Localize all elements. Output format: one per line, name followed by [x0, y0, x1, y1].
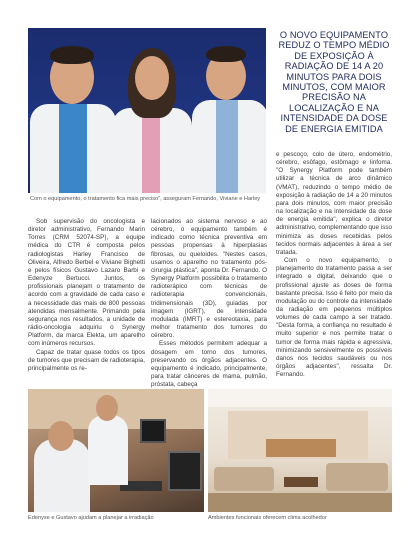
reception-desk	[266, 439, 336, 457]
right-paragraph-1: e pescoço, colo de útero, endométrio, cérebro, esôfago, estômago e linfoma. "O Synergy Platform pode também utilizar a técnica de arco dinâmico (VMAT), reduzindo o tempo médio de exposição à radiação de 14 a 20 minutos para dois minutos, com maior precisão na localização e na intensidade da dose de energia emitida", explica o diretor administrativo, complementando que isso minimiza as doses recebidas pelos tecidos normais adjacentes à área a ser tratada.	[276, 151, 392, 256]
left-paragraph-1: Sob supervisão do oncologista e diretor administrativo, Fernando Marin Torres (CRM 52074-SP), a equipe médica do CTR é composta pelos radiologistas Harley Francisco de Oliveira, Alfredo Berbel e Viviane Bighetti e pelos físicos Gustavo Lazaro Barbi e Edenyze Bertucci. Juntos, os profissionais planejam o tratamento de acordo com a gravidade de cada caso e a necessidade das mais de 800 pessoas atendidas mensalmente. Primando pela segurança nos resultados, a unidade de rádio-oncologia adquiriu o Synergy Platform, da marca Elekta, um aparelho com inúmeros recursos.	[28, 218, 145, 348]
floor	[208, 493, 392, 512]
person-center	[108, 48, 196, 193]
sofa-right	[326, 463, 388, 491]
caption-bottom-left: Edenyse e Gustavo ajudam a planejar a irradiação	[28, 515, 154, 521]
person-seated-head	[48, 421, 74, 451]
person-right	[188, 42, 266, 193]
person-standing-head	[96, 395, 118, 421]
headline: O NOVO EQUIPAMENTO REDUZ O TEMPO MÉDIO DE EXPOSIÇÃO À RADIAÇÃO DE 14 A 20 MINUTOS PARA DOIS MINUTOS, COM MAIOR PRECISÃO NA LOCALIZAÇÃO E NA INTENSIDADE DA DOSE DE ENERGIA EMITIDA	[278, 30, 390, 134]
mid-paragraph-2: Esses métodos permitem adequar a dosagem em torno dos tumores, preservando os órgãos adjacentes. O equipamento é indicado, principalmente, para tratar cânceres de mama, pulmão, próstata, cabeça	[151, 340, 267, 389]
waiting-room-photo	[208, 389, 392, 512]
person-left	[30, 42, 118, 193]
text-column-left	[28, 218, 145, 373]
photo-top-caption: Com o equipamento, o tratamento fica mais preciso", asseguram Fernando, Viviane e Harley	[30, 196, 261, 202]
person-standing	[88, 415, 128, 485]
monitor-1	[140, 419, 166, 443]
text-column-right	[276, 151, 392, 379]
coffee-table	[284, 477, 318, 487]
mid-paragraph-1: lacionados ao sistema nervoso e ao cérebro, o equipamento também é indicado como técnica preventiva em pessoas propensas à hiperplasias fibrosas, ou queloides. "Nestes casos, usamos o aparelho no tratamento pós-cirurgia plástica", aponta Dr. Fernando. O Synergy Platform possibilita o tratamento radioterápico com técnicas de radioterapia convencionais, tridimensionais (3D), guiadas por imagem (IGRT), de intensidade modulada (IMRT) e estereotaxia, para melhor tratamento dos tumores do cérebro.	[151, 218, 267, 340]
left-paragraph-2: Capaz de tratar quase todos os tipos de tumores que precisam de radioterapia, principalmente os re-	[28, 348, 145, 372]
sofa-left	[214, 467, 274, 491]
magazine-page	[28, 28, 392, 522]
monitor-2	[168, 451, 202, 491]
ceiling	[208, 389, 392, 407]
doctors-photo	[28, 28, 266, 193]
right-paragraph-2: Com o novo equipamento, o planejamento do tratamento passa a ser integrado e digital, deixando que o profissional ajuste as doses de forma bastante precisa. Isso é feito por meio da modulação ou do controle da intensidade da radiação em pequenos múltiplos volumes de cada campo a ser tratado. "Desta forma, a confiança no resultado é muito superior e nos permite tratar o tumor de forma mais rápida e agressiva, minimizando sensivelmente os possíveis danos nos tecidos saudáveis ou nos órgãos adjacentes", ressalta Dr. Fernando.	[276, 257, 392, 379]
text-column-middle	[151, 218, 267, 389]
planning-photo	[28, 389, 204, 512]
caption-bottom-right: Ambientes funcionais oferecem clima acolhedor	[208, 515, 327, 521]
